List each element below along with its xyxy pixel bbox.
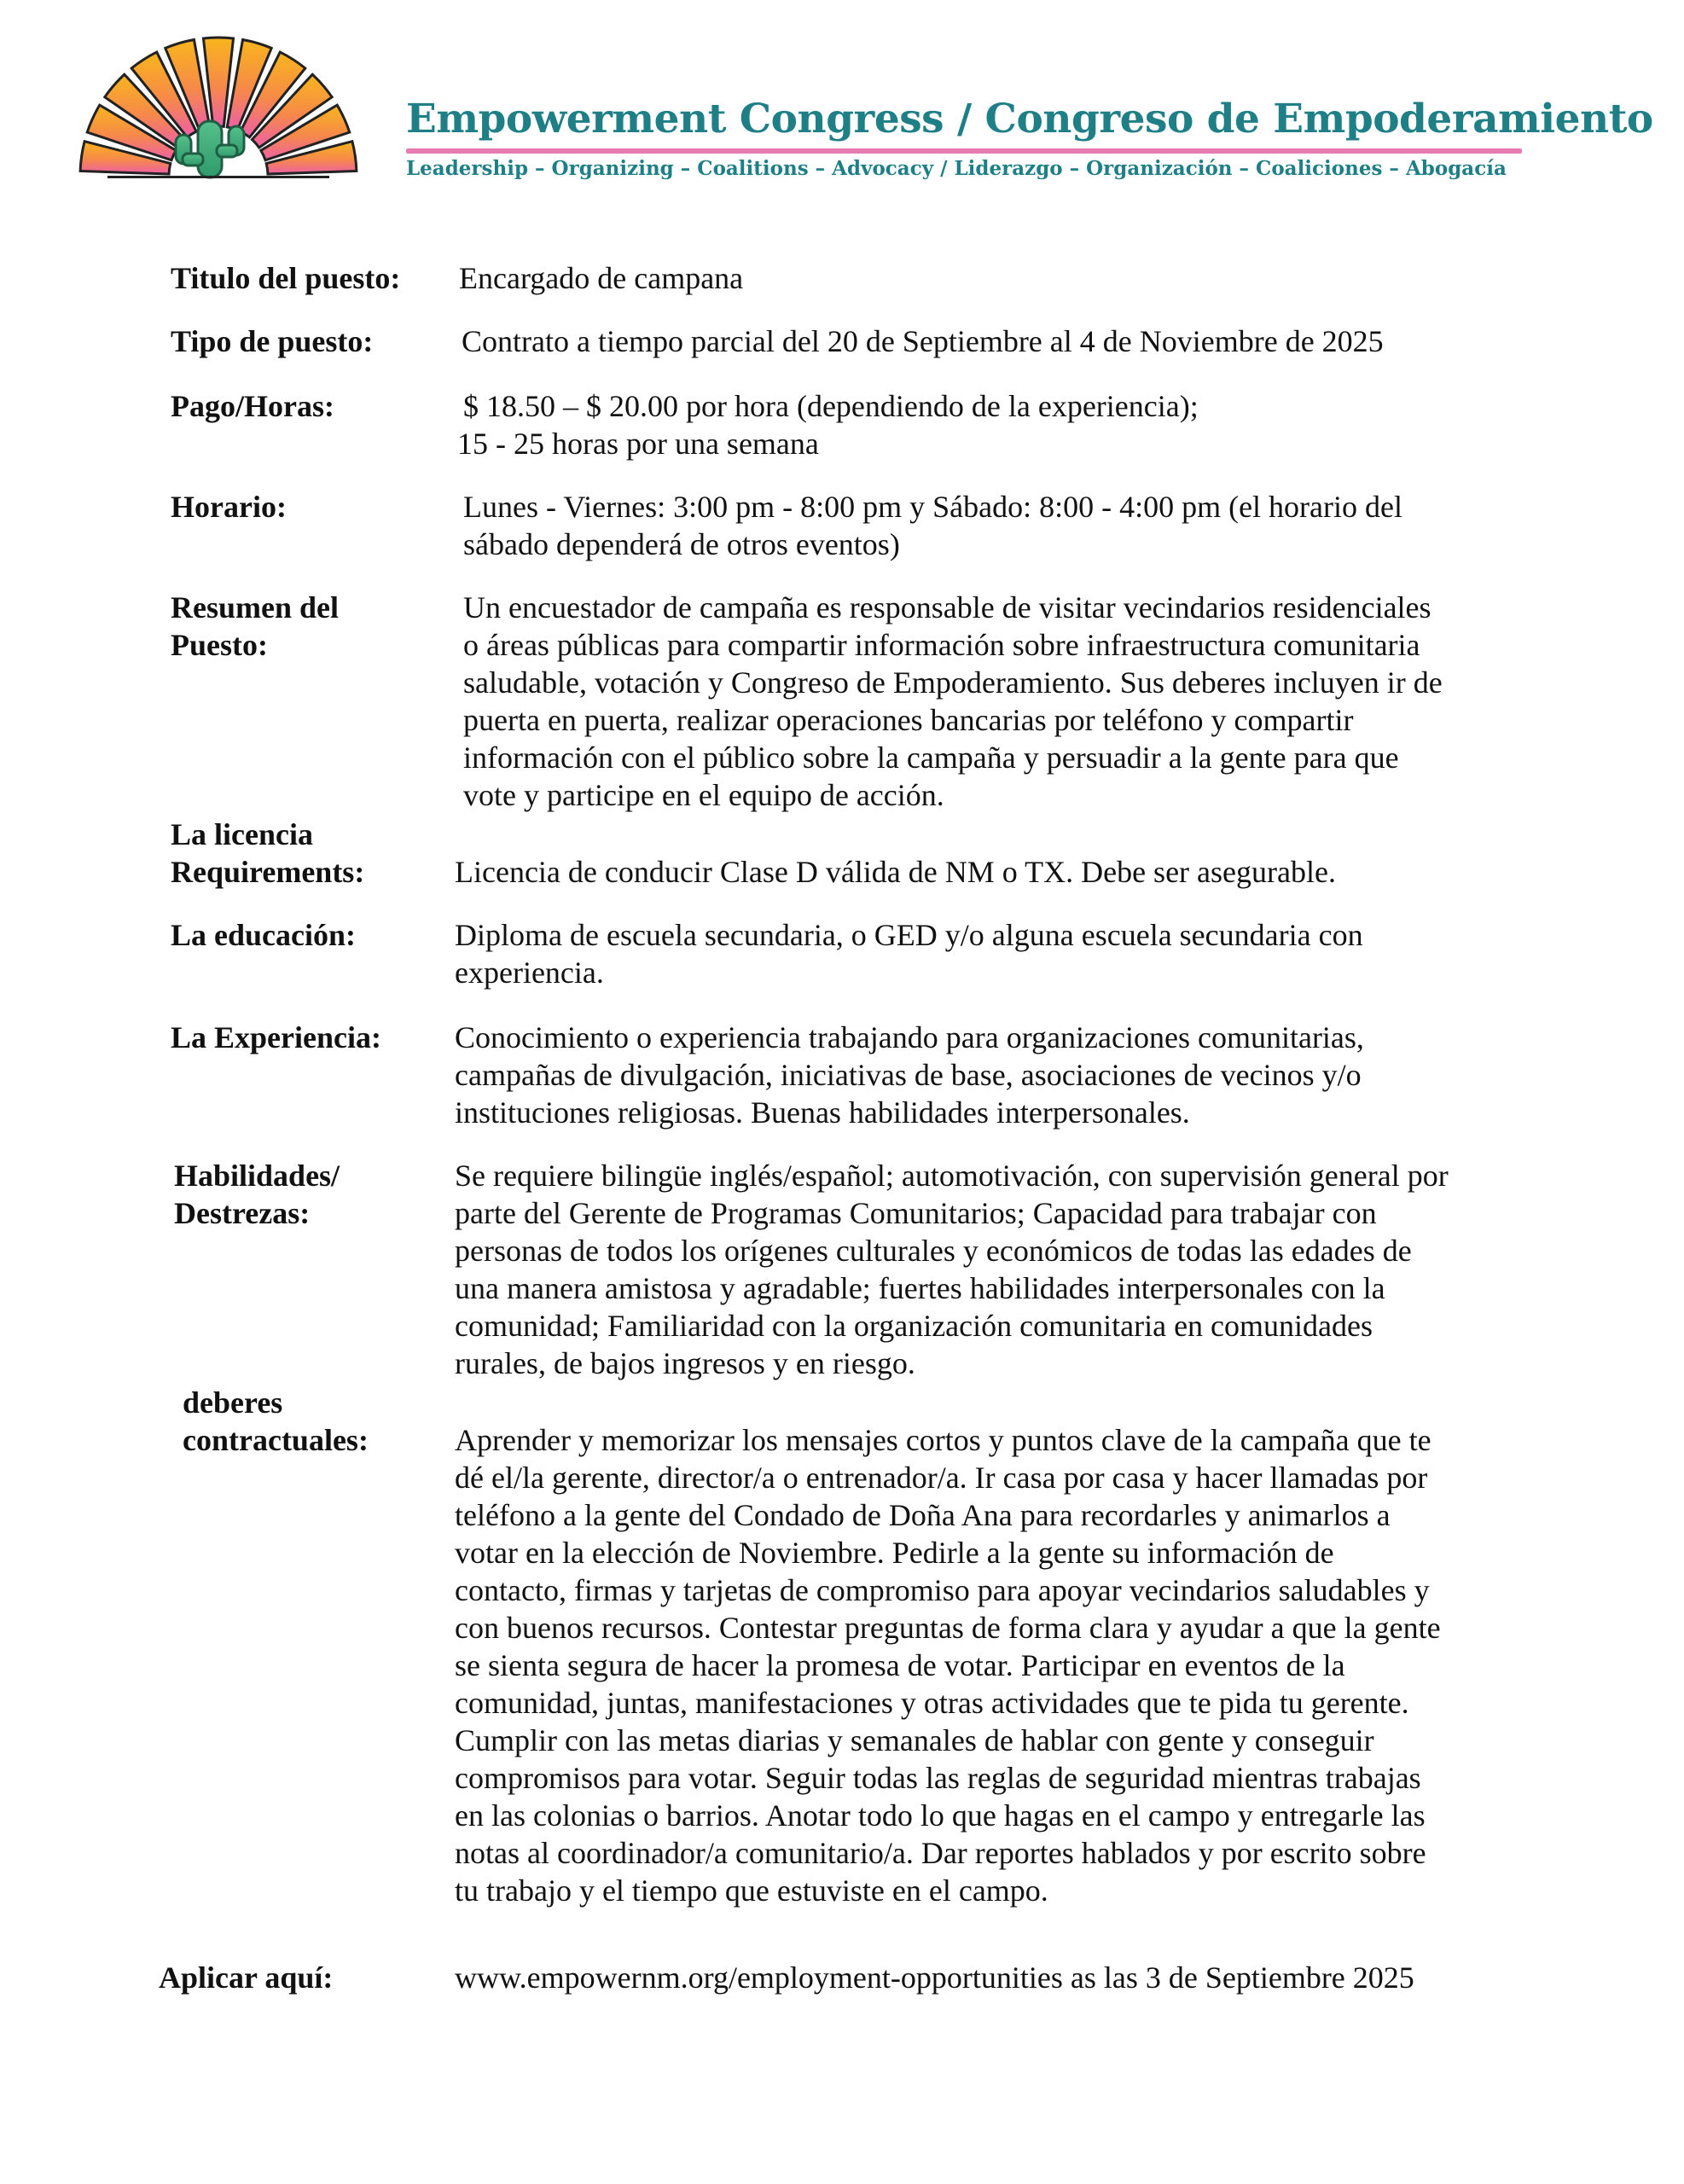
horario-line: Lunes - Viernes: 3:00 pm - 8:00 pm y Sábado: 8:00 - 4:00 pm (el horario del	[463, 490, 1402, 524]
experiencia-line: campañas de divulgación, iniciativas de base, asociaciones de vecinos y/o	[455, 1058, 1362, 1092]
field-value-licencia: Licencia de conducir Clase D válida de NM o TX. Debe ser asegurable.	[455, 855, 1336, 889]
deberes-line: Cumplir con las metas diarias y semanales de hablar con gente y conseguir	[455, 1723, 1374, 1757]
field-value-experiencia	[455, 1019, 1531, 1131]
deberes-label-line: deberes	[183, 1385, 283, 1420]
deberes-label-line: contractuales:	[183, 1423, 369, 1457]
field-value-deberes	[455, 1421, 1531, 1909]
educacion-line: experiencia.	[455, 956, 604, 990]
experiencia-line: instituciones religiosas. Buenas habilidades interpersonales.	[455, 1095, 1190, 1130]
field-value-educacion	[455, 916, 1531, 991]
field-value-resumen	[463, 589, 1540, 814]
habilidades-line: rurales, de bajos ingresos y en riesgo.	[455, 1346, 915, 1380]
resumen-line: vote y participe en el equipo de acción.	[463, 778, 944, 812]
deberes-line: votar en la elección de Noviembre. Pedirle a la gente su información de	[455, 1536, 1334, 1570]
habilidades-label-line: Destrezas:	[174, 1196, 311, 1230]
sunburst-cactus-logo	[73, 26, 363, 179]
resumen-label-line: Resumen del	[171, 590, 339, 624]
resumen-line: puerta en puerta, realizar operaciones bancarias por teléfono y compartir	[463, 703, 1354, 737]
habilidades-line: una manera amistosa y agradable; fuertes habilidades interpersonales con la	[455, 1271, 1385, 1305]
deberes-line: tu trabajo y el tiempo que estuviste en el campo.	[455, 1873, 1048, 1908]
apply-link[interactable]: www.empowernm.org/employment-opportunities as las 3 de Septiembre 2025	[455, 1960, 1414, 1995]
deberes-line: se sienta segura de hacer la promesa de votar. Participar en eventos de la	[455, 1648, 1345, 1682]
org-title: Empowerment Congress / Congreso de Empoderamiento	[406, 96, 1653, 142]
field-value-pago	[457, 387, 1534, 462]
field-value-titulo: Encargado de campana	[459, 261, 744, 295]
resumen-line: información con el público sobre la campaña y persuadir a la gente para que	[463, 741, 1399, 775]
field-label-titulo: Titulo del puesto:	[171, 261, 401, 295]
deberes-line: con buenos recursos. Contestar preguntas de forma clara y ayudar a que la gente	[455, 1611, 1441, 1645]
org-subtitle: Leadership – Organizing – Coalitions – Advocacy / Liderazgo – Organización – Coaliciones – Abogacía	[406, 157, 1507, 180]
pago-line: 15 - 25 horas por una semana	[457, 427, 819, 461]
pago-line: $ 18.50 – $ 20.00 por hora (dependiendo de la experiencia);	[463, 389, 1199, 423]
habilidades-label-line: Habilidades/	[174, 1159, 340, 1193]
field-label-experiencia: La Experiencia:	[171, 1020, 381, 1054]
field-value-habilidades	[455, 1157, 1531, 1382]
title-divider	[406, 148, 1522, 154]
habilidades-line: parte del Gerente de Programas Comunitarios; Capacidad para trabajar con	[455, 1196, 1377, 1230]
resumen-label-line: Puesto:	[171, 628, 268, 662]
licencia-label-line: La licencia	[171, 817, 313, 851]
field-label-deberes	[183, 1384, 369, 1459]
field-value-horario	[463, 488, 1540, 563]
horario-line: sábado dependerá de otros eventos)	[463, 527, 900, 561]
field-label-pago: Pago/Horas:	[171, 389, 334, 423]
field-label-aplicar: Aplicar aquí:	[159, 1960, 334, 1995]
field-label-tipo: Tipo de puesto:	[171, 324, 374, 358]
field-label-resumen	[171, 589, 339, 664]
deberes-line: notas al coordinador/a comunitario/a. Dar reportes hablados y por escrito sobre	[455, 1836, 1426, 1870]
resumen-line: o áreas públicas para compartir información sobre infraestructura comunitaria	[463, 628, 1420, 662]
field-label-horario: Horario:	[171, 490, 287, 524]
sunburst-cactus-icon	[73, 26, 363, 179]
resumen-line: saludable, votación y Congreso de Empoderamiento. Sus deberes incluyen ir de	[463, 665, 1443, 700]
deberes-line: teléfono a la gente del Condado de Doña Ana para recordarles y animarlos a	[455, 1498, 1391, 1532]
field-label-habilidades	[174, 1157, 340, 1232]
habilidades-line: personas de todos los orígenes culturales y económicos de todas las edades de	[455, 1234, 1412, 1268]
deberes-line: comunidad, juntas, manifestaciones y otras actividades que te pida tu gerente.	[455, 1686, 1409, 1720]
resumen-line: Un encuestador de campaña es responsable de visitar vecindarios residenciales	[463, 590, 1431, 624]
field-label-licencia	[171, 816, 364, 891]
habilidades-line: Se requiere bilingüe inglés/español; automotivación, con supervisión general por	[455, 1159, 1449, 1193]
deberes-line: dé el/la gerente, director/a o entrenador/a. Ir casa por casa y hacer llamadas por	[455, 1461, 1428, 1495]
deberes-line: compromisos para votar. Seguir todas las reglas de seguridad mientras trabajas	[455, 1761, 1421, 1795]
field-value-tipo: Contrato a tiempo parcial del 20 de Septiembre al 4 de Noviembre de 2025	[462, 324, 1384, 358]
deberes-line: Aprender y memorizar los mensajes cortos y puntos clave de la campaña que te	[455, 1423, 1431, 1457]
field-label-educacion: La educación:	[171, 918, 357, 952]
licencia-label-line: Requirements:	[171, 855, 365, 889]
deberes-line: contacto, firmas y tarjetas de compromiso para apoyar vecindarios saludables y	[455, 1573, 1430, 1607]
experiencia-line: Conocimiento o experiencia trabajando para organizaciones comunitarias,	[455, 1020, 1364, 1054]
educacion-line: Diploma de escuela secundaria, o GED y/o alguna escuela secundaria con	[455, 918, 1363, 952]
deberes-line: en las colonias o barrios. Anotar todo lo que hagas en el campo y entregarle las	[455, 1798, 1426, 1833]
habilidades-line: comunidad; Familiaridad con la organización comunitaria en comunidades	[455, 1309, 1373, 1343]
